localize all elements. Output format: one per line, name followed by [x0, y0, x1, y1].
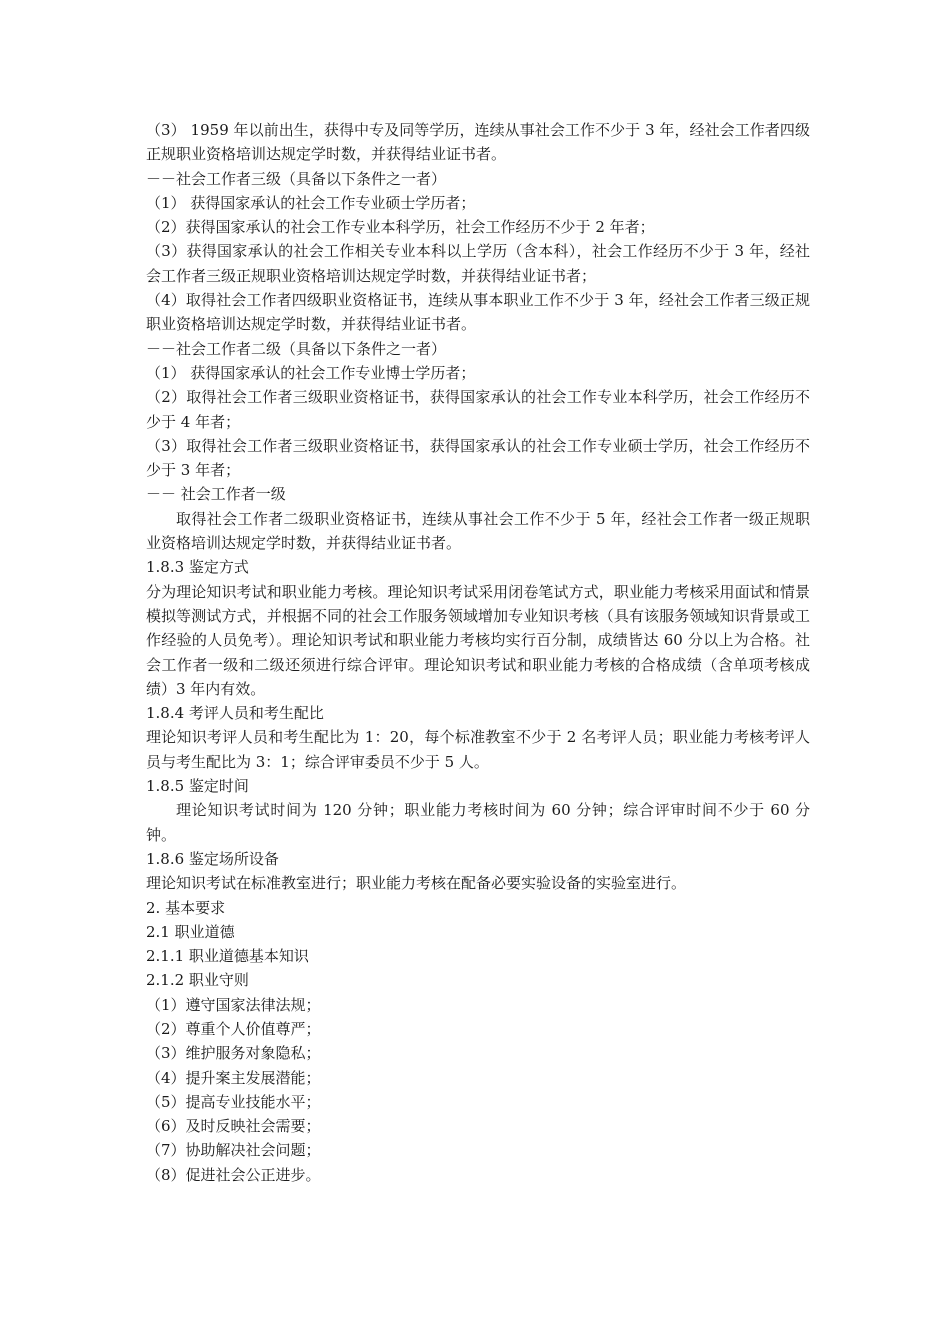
list-item: （3）维护服务对象隐私； — [146, 1044, 321, 1063]
section-heading: 2.1 职业道德 — [146, 922, 235, 941]
list-item: （1）遵守国家法律法规； — [146, 995, 321, 1014]
list-item: （4）取得社会工作者四级职业资格证书，连续从事本职业工作不少于 3 年，经社会工作者三级正规职业资格培训达规定学时数，并获得结业证书者。 — [146, 291, 810, 334]
section-heading: －－社会工作者二级（具备以下条件之一者） — [146, 339, 447, 358]
list-item: （5）提高专业技能水平； — [146, 1092, 321, 1111]
section-heading: 1.8.5 鉴定时间 — [146, 777, 249, 796]
list-item: （2）取得社会工作者三级职业资格证书，获得国家承认的社会工作专业本科学历，社会工作经历不少于 4 年者； — [146, 388, 810, 431]
section-heading: 2.1.2 职业守则 — [146, 971, 249, 990]
list-item: （2）尊重个人价值尊严； — [146, 1019, 321, 1038]
paragraph: 理论知识考试在标准教室进行；职业能力考核在配备必要实验设备的实验室进行。 — [146, 874, 687, 893]
list-item: （3）取得社会工作者三级职业资格证书，获得国家承认的社会工作专业硕士学历，社会工作经历不少于 3 年者； — [146, 436, 810, 480]
section-heading: －－ 社会工作者一级 — [146, 485, 286, 504]
paragraph: 理论知识考评人员和考生配比为 1：20，每个标准教室不少于 2 名考评人员；职业能力考核考评人员与考生配比为 3：1；综合评审委员不少于 5 人。 — [146, 728, 810, 771]
list-item: （8）促进社会公正进步。 — [146, 1165, 321, 1184]
paragraph: （3） 1959 年以前出生，获得中专及同等学历，连续从事社会工作不少于 3 年，经社会工作者四级正规职业资格培训达规定学时数，并获得结业证书者。 — [146, 121, 810, 164]
section-heading: 2. 基本要求 — [146, 898, 226, 917]
list-item: （6）及时反映社会需要； — [146, 1117, 321, 1136]
list-item: （3）获得国家承认的社会工作相关专业本科以上学历（含本科），社会工作经历不少于 3 年，经社会工作者三级正规职业资格培训达规定学时数，并获得结业证书者； — [146, 242, 810, 285]
list-item: （4）提升案主发展潜能； — [146, 1068, 321, 1087]
section-heading: 1.8.4 考评人员和考生配比 — [146, 704, 324, 723]
section-heading: 1.8.6 鉴定场所设备 — [146, 849, 279, 868]
list-item: （1） 获得国家承认的社会工作专业硕士学历者； — [146, 193, 476, 212]
list-item: （1） 获得国家承认的社会工作专业博士学历者； — [146, 363, 476, 382]
paragraph: 取得社会工作者二级职业资格证书，连续从事社会工作不少于 5 年，经社会工作者一级正规职业资格培训达规定学时数，并获得结业证书者。 — [146, 509, 810, 553]
list-item: （2）获得国家承认的社会工作专业本科学历，社会工作经历不少于 2 年者； — [146, 218, 655, 237]
list-item: （7）协助解决社会问题； — [146, 1141, 321, 1160]
section-heading: －－社会工作者三级（具备以下条件之一者） — [146, 169, 447, 188]
document-page — [146, 118, 810, 1187]
section-heading: 1.8.3 鉴定方式 — [146, 558, 249, 577]
paragraph: 分为理论知识考试和职业能力考核。理论知识考试采用闭卷笔试方式，职业能力考核采用面试和情景模拟等测试方式，并根据不同的社会工作服务领域增加专业知识考核（具有该服务领域知识背景或工作经验的人员免考）。理论知识考试和职业能力考核均实行百分制，成绩皆达 60 分以上为合格。社会工作者一级和二级还须进行综合评审。理论知识考试和职业能力考核的合格成绩（含单项考核成绩）3 年内有效。 — [146, 582, 810, 698]
paragraph: 理论知识考试时间为 120 分钟；职业能力考核时间为 60 分钟；综合评审时间不少于 60 分钟。 — [146, 801, 810, 844]
section-heading: 2.1.1 职业道德基本知识 — [146, 947, 309, 966]
